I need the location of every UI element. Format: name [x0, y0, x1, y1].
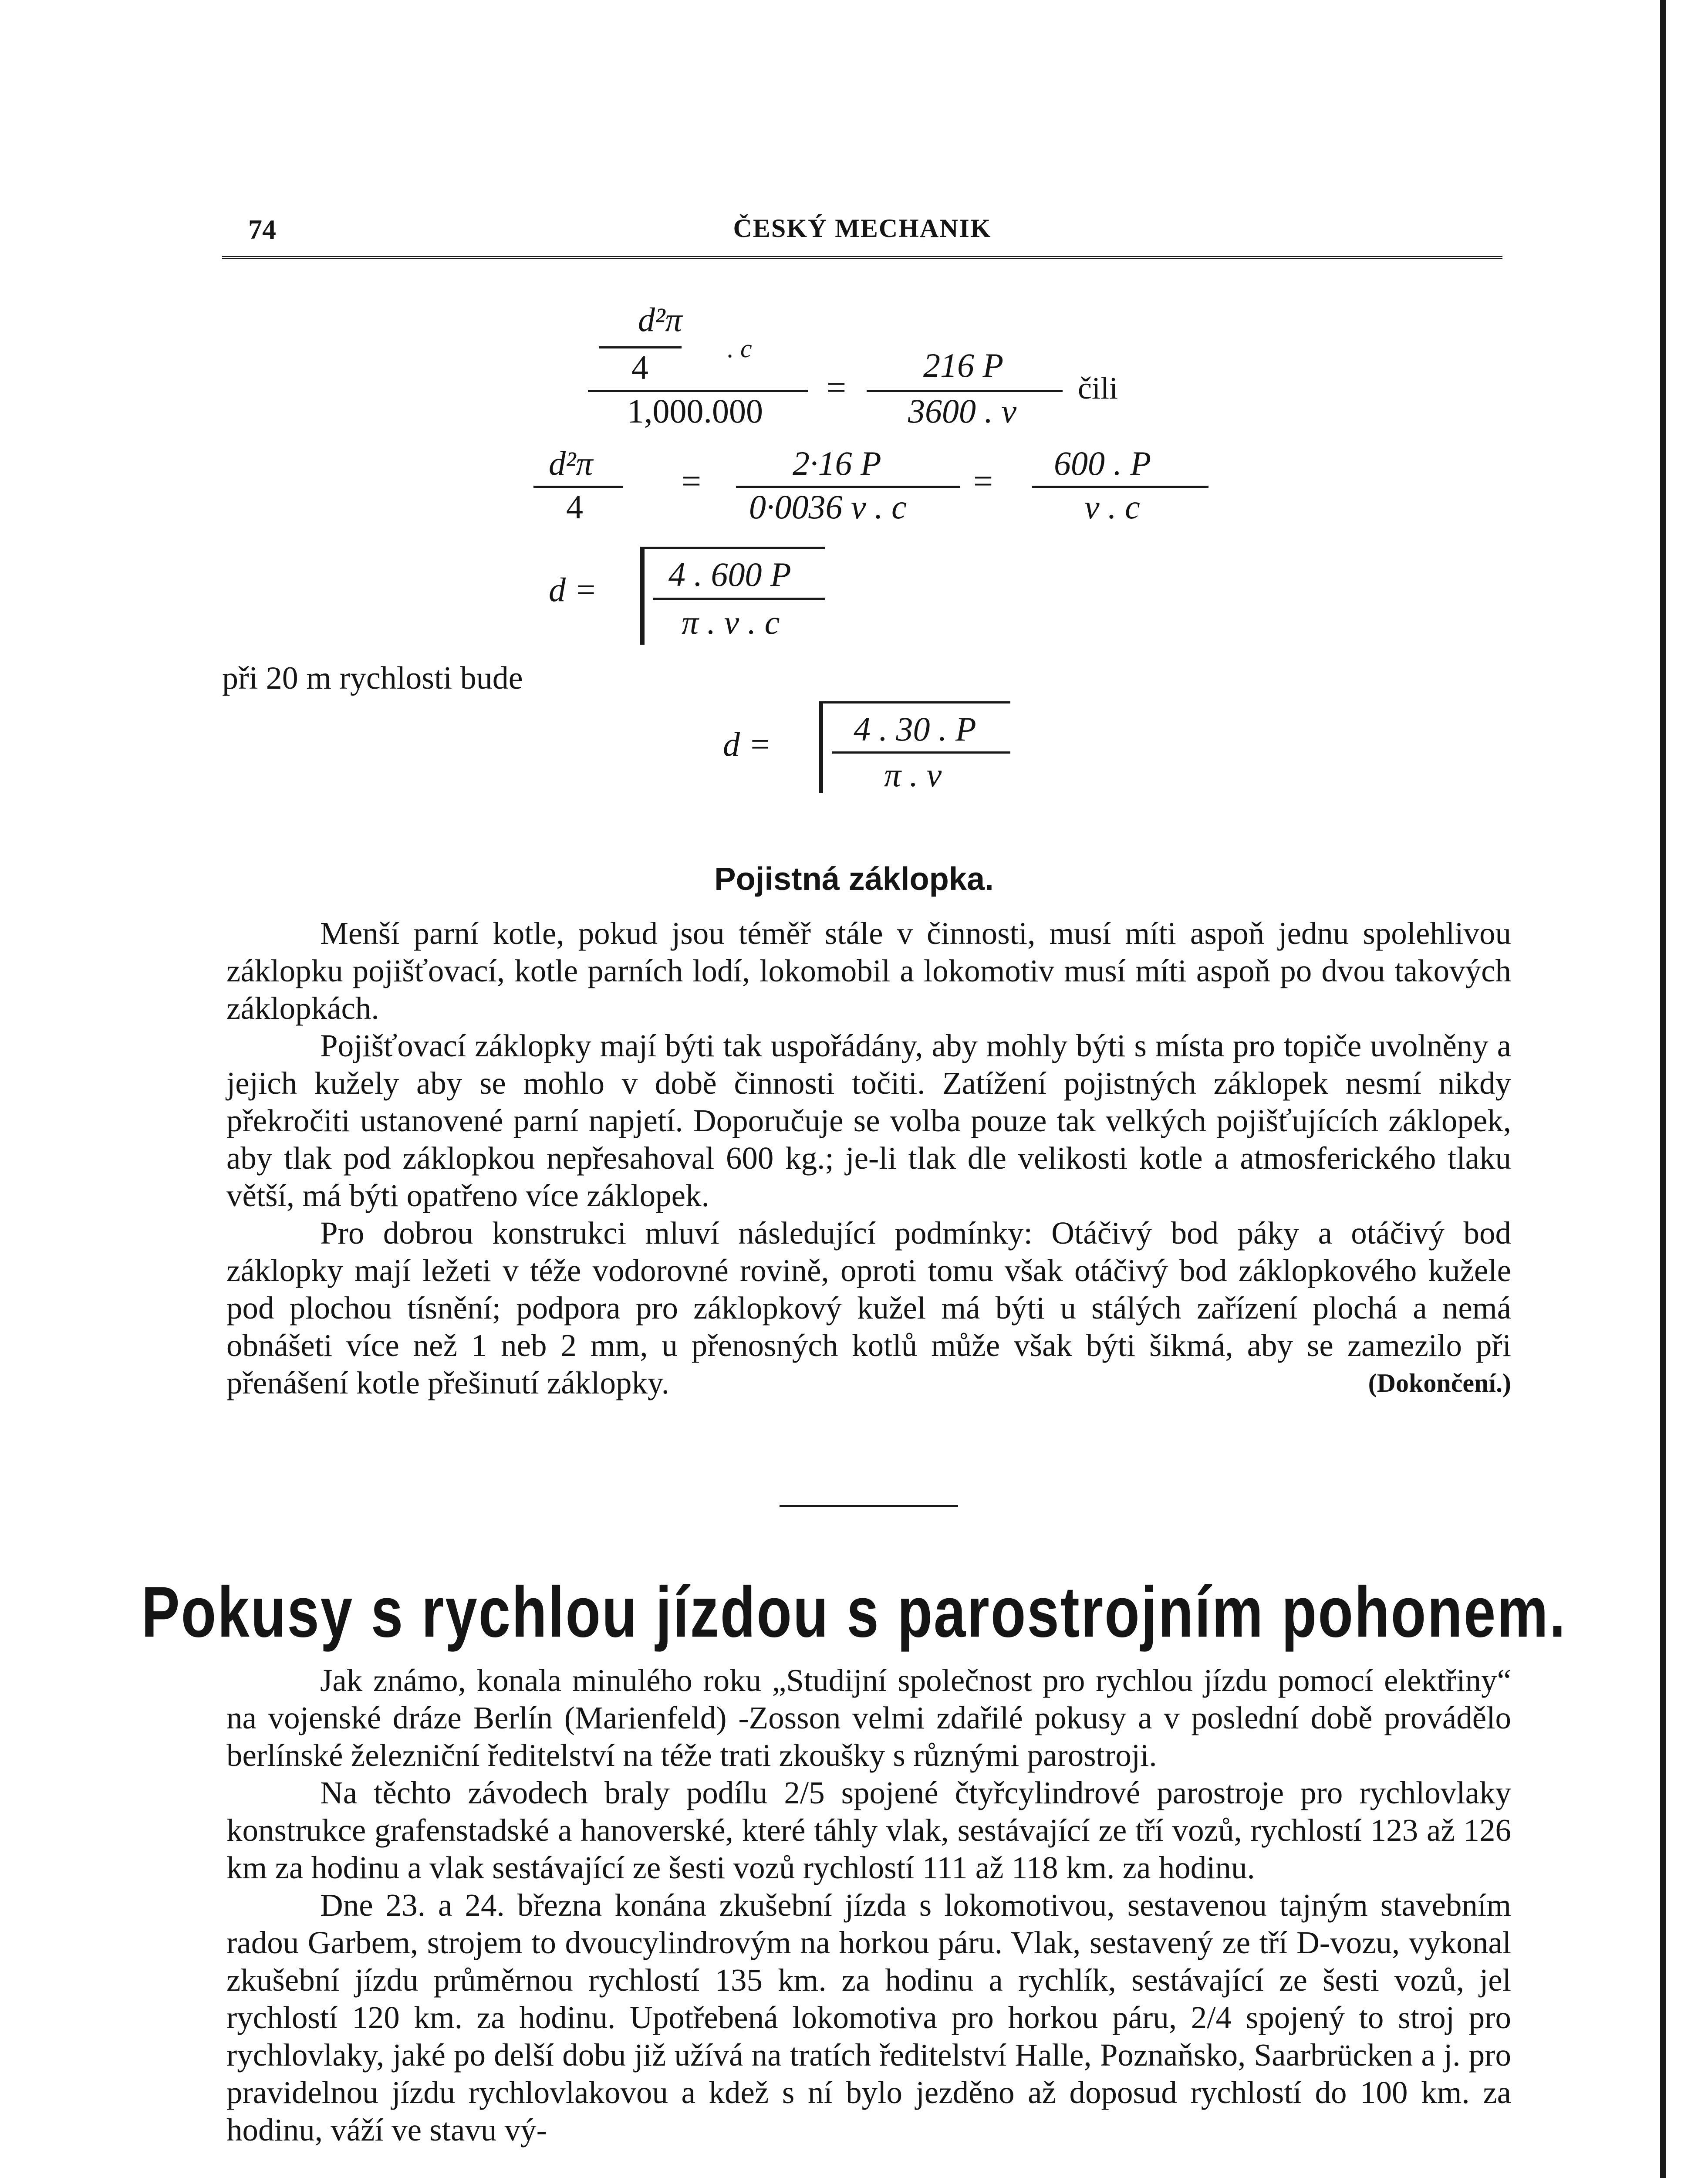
f4-numerator: 4 . 30 . P: [854, 710, 976, 748]
section2-paragraph: Na těchto závodech braly podílu 2/5 spojené čtyřcylindrové parostroje pro rychlovlaky konstrukce grafenstadské a hanoverské, které táhly vlak, sestávající ze tří vozů, rychlostí 123 až 126 km za hodinu a vlak sestávající ze šesti vozů rychlostí 111 až 118 km. za hodinu.: [226, 1775, 1511, 1885]
section2-paragraph: Jak známo, konala minulého roku „Studijní společnost pro rychlou jízdu pomocí elektřiny“ na vojenské dráze Berlín (Marienfeld) -Zosson velmi zdařilé pokusy a v poslední době provádělo berlínské železniční ředitelství na téže trati zkoušky s různými parostroji.: [226, 1663, 1511, 1773]
f1-dot-c: . c: [727, 334, 752, 363]
page-edge: [1660, 0, 1708, 2178]
f3-numerator: 4 . 600 P: [668, 555, 791, 593]
f1-denominator: 1,000.000: [627, 392, 763, 430]
f1-rhs-numerator: 216 P: [923, 346, 1004, 384]
f4-lhs: d =: [723, 725, 772, 763]
f1-inner-denominator: 4: [631, 348, 648, 386]
section1-paragraph: [226, 1214, 1511, 1402]
f2-rhs-denominator: v . c: [1084, 488, 1140, 526]
section2-paragraph: Dne 23. a 24. března konána zkušební jízda s lokomotivou, sestavenou tajným stavebním radou Garbem, strojem to dvoucylindrovým na horkou páru. Vlak, sestavený ze tří D-vozu, vykonal zkušební jízdu průměrnou rychlostí 135 km. za hodinu a rychlík, sestávající ze šesti vozů, jel rychlostí 120 km. za hodinu. Upotřebená lokomotiva pro horkou páru, 2/4 spojený to stroj pro rychlovlaky, jaké po delší dobu již užívá na tratích ředitelství Halle, Poznaňsko, Saarbrücken a j. pro pravidelnou jízdu rychlovlakovou a kdež s ní bylo jezděno až doposud rychlostí do 100 km. za hodinu, váží ve stavu vý-: [226, 1887, 1511, 2148]
f2-equals-1: =: [682, 462, 702, 501]
f1-equals: =: [827, 369, 847, 407]
f2-mid-denominator: 0·0036 v . c: [749, 488, 907, 526]
section-divider: [780, 1505, 958, 1507]
f3-radical-stem: [640, 547, 645, 645]
f2-rhs-numerator: 600 . P: [1054, 444, 1151, 482]
f3-radical-bar: [640, 547, 825, 549]
page-header: [222, 213, 1502, 253]
f2-lhs-denominator: 4: [566, 488, 583, 526]
section2-title: Pokusy s rychlou jízdou s parostrojním pohonem.: [141, 1572, 1567, 1652]
f2-lhs-numerator: d²π: [549, 444, 593, 482]
f2-equals-2: =: [973, 462, 993, 501]
f4-bar: [832, 751, 1010, 754]
f1-word-cili: čili: [1078, 371, 1118, 406]
running-title: ČESKÝ MECHANIK: [733, 214, 992, 243]
section2-body: [226, 1662, 1511, 2149]
section1-body: [226, 915, 1511, 1402]
f2-mid-numerator: 2·16 P: [793, 444, 881, 482]
section1-paragraph: Pojišťovací záklopky mají býti tak uspořádány, aby mohly býti s místa pro topiče uvolněny a jejich kužely aby se mohlo v době činnosti točiti. Zatížení pojistných záklopek nesmí nikdy překročiti ustanovené parní napjetí. Doporučuje se volba pouze tak velkých pojišťujících záklopek, aby tlak pod záklopkou nepřesahoval 600 kg.; je-li tlak dle velikosti kotle a atmosferického tlaku větší, má býti opatřeno více záklopek.: [226, 1028, 1511, 1213]
section1-paragraph-text: Pro dobrou konstrukci mluví následující podmínky: Otáčivý bod páky a otáčivý bod záklopky mají ležeti v téže vodorovné rovině, oproti tomu však otáčivý bod záklopkového kužele pod plochou tísnění; podpora pro záklopkový kužel má býti u stálých zařízení plochá a nemá obnášeti více než 1 neb 2 mm, u přenosných kotlů může však býti šikmá, aby se zamezilo při přenášení kotle přešinutí záklopky.: [226, 1215, 1511, 1400]
f4-radical-stem: [819, 701, 823, 793]
f4-radical-bar: [819, 701, 1010, 703]
section1-paragraph: Menší parní kotle, pokud jsou téměř stále v činnosti, musí míti aspoň jednu spolehlivou záklopku pojišťovací, kotle parních lodí, lokomobil a lokomotiv musí míti aspoň po dvou takových záklopkách.: [226, 916, 1511, 1026]
speed-line: při 20 m rychlosti bude: [222, 660, 523, 696]
f1-inner-numerator: d²π: [638, 301, 682, 338]
signoff: (Dokončení.): [1368, 1369, 1511, 1397]
section1-title: Pojistná záklopka.: [714, 861, 994, 897]
header-rule: [222, 256, 1502, 260]
f3-denominator: π . v . c: [682, 603, 780, 641]
f4-denominator: π . v: [884, 756, 942, 794]
page-number: 74: [248, 214, 276, 245]
f1-rhs-denominator: 3600 . v: [908, 392, 1017, 430]
f3-lhs: d =: [549, 571, 597, 609]
f3-bar: [653, 598, 825, 600]
